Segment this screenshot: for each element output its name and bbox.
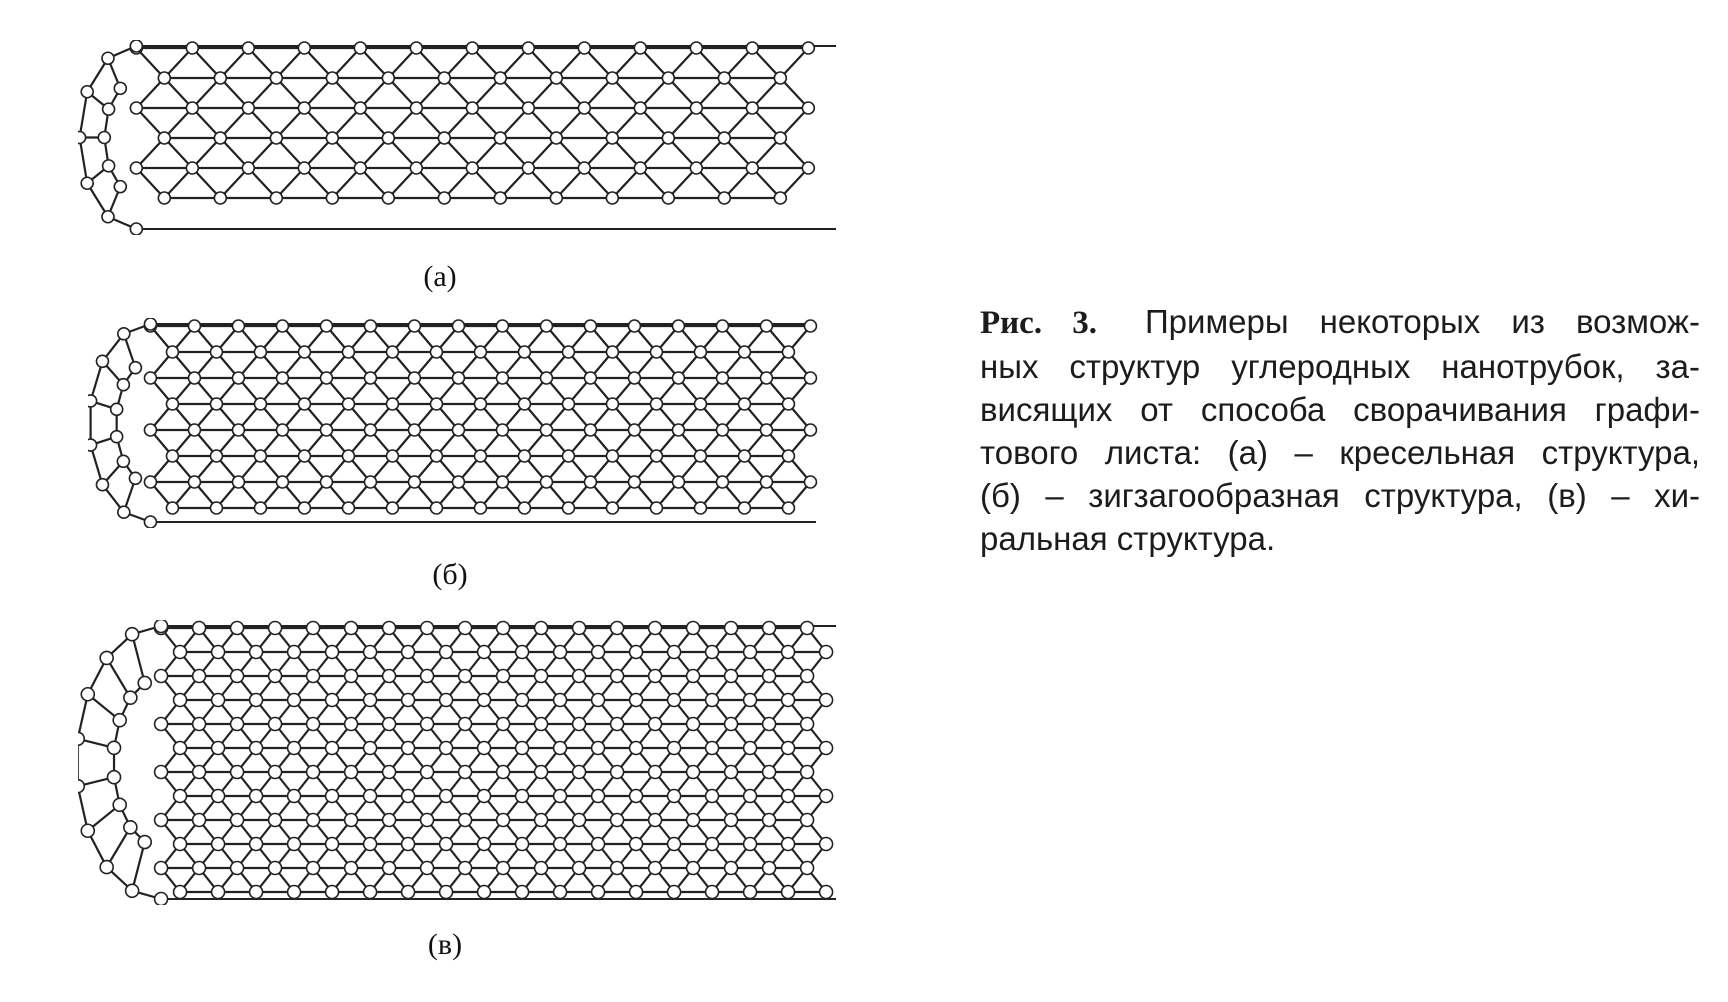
nanotube-zigzag-illustration (88, 318, 828, 528)
caption-line-4: тового листа: (а) – кресельная структура, (980, 434, 1700, 471)
caption-line-3: висящих от способа сворачивания графи- (980, 391, 1700, 428)
figure-number: Рис. 3. (980, 305, 1097, 341)
figure-caption (980, 300, 1700, 560)
nanotube-armchair-illustration (78, 40, 848, 235)
nanotube-chiral-illustration (78, 620, 848, 905)
caption-line-5: (б) – зигзагообразная структура, (в) – хи- (980, 477, 1700, 514)
caption-line-6: ральная структура. (980, 520, 1276, 557)
panel-label-a: (а) (423, 260, 457, 293)
caption-line-1: Примеры некоторых из возмож- (1144, 303, 1700, 340)
panel-label-b: (б) (432, 558, 468, 591)
caption-line-2: ных структур углеродных нанотрубок, за- (980, 348, 1700, 385)
panel-label-c: (в) (427, 928, 463, 961)
